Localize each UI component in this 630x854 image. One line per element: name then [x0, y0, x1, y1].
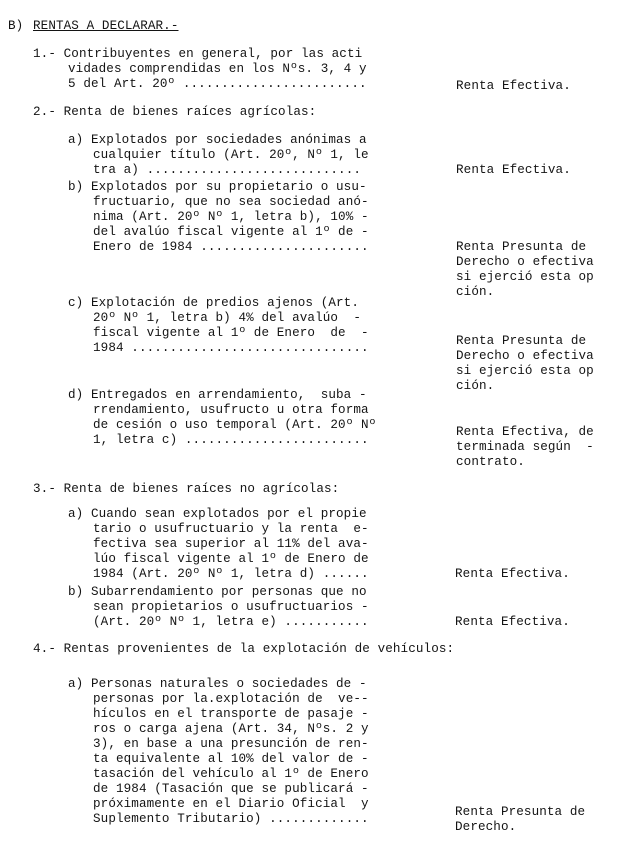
item-2a-line-3: tra a) ............................ [93, 163, 362, 177]
item-2d-line-3: de cesión o uso temporal (Art. 20º Nº [93, 418, 377, 432]
item-3b-line-3: (Art. 20º Nº 1, letra e) ........... [93, 615, 369, 629]
section-title: RENTAS A DECLARAR.- [33, 19, 179, 33]
item-3-heading: 3.- Renta de bienes raíces no agrícolas: [33, 482, 340, 496]
item-2c-renta-3: si ejerció esta op [456, 364, 594, 378]
section-letter: B) [8, 19, 24, 33]
item-2d-renta-1: Renta Efectiva, de [456, 425, 594, 439]
item-3a-line-5: 1984 (Art. 20º Nº 1, letra d) ...... [93, 567, 369, 581]
item-2-heading: 2.- Renta de bienes raíces agrícolas: [33, 105, 317, 119]
item-2d-line-4: 1, letra c) ........................ [93, 433, 369, 447]
item-1-renta: Renta Efectiva. [456, 79, 571, 93]
item-2b-line-4: del avalúo fiscal vigente al 1º de - [93, 225, 369, 239]
item-4a-line-2: personas por la.explotación de ve-- [93, 692, 369, 706]
item-2c-line-4: 1984 ............................... [93, 341, 369, 355]
item-2b-renta-3: si ejerció esta op [456, 270, 594, 284]
item-4-heading: 4.- Rentas provenientes de la explotación de vehículos: [33, 642, 455, 656]
item-2c-renta-4: ción. [456, 379, 495, 393]
item-4a-renta-2: Derecho. [455, 820, 517, 834]
item-2a-renta: Renta Efectiva. [456, 163, 571, 177]
item-3b-renta: Renta Efectiva. [455, 615, 570, 629]
item-3a-line-2: tario o usufructuario y la renta e- [93, 522, 369, 536]
item-2b-line-3: nima (Art. 20º Nº 1, letra b), 10% - [93, 210, 369, 224]
item-4a-renta-1: Renta Presunta de [455, 805, 586, 819]
item-1-line-1: 1.- Contribuyentes en general, por las acti [33, 47, 363, 61]
item-3b-line-2: sean propietarios o usufructuarios - [93, 600, 369, 614]
item-2b-line-2: fructuario, que no sea sociedad anó- [93, 195, 369, 209]
item-2d-line-1: d) Entregados en arrendamiento, suba - [68, 388, 367, 402]
item-2c-line-2: 20º Nº 1, letra b) 4% del avalúo - [93, 311, 362, 325]
item-2d-renta-3: contrato. [456, 455, 525, 469]
item-2b-line-5: Enero de 1984 ...................... [93, 240, 369, 254]
item-2a-line-1: a) Explotados por sociedades anónimas a [68, 133, 367, 147]
item-4a-line-8: de 1984 (Tasación que se publicará - [93, 782, 369, 796]
item-3a-renta: Renta Efectiva. [455, 567, 570, 581]
item-4a-line-7: tasación del vehículo al 1º de Enero [93, 767, 369, 781]
item-4a-line-4: ros o carga ajena (Art. 34, Nºs. 2 y [93, 722, 369, 736]
item-2c-line-3: fiscal vigente al 1º de Enero de - [93, 326, 369, 340]
item-2d-renta-2: terminada según - [456, 440, 594, 454]
item-4a-line-10: Suplemento Tributario) ............. [93, 812, 369, 826]
item-4a-line-9: próximamente en el Diario Oficial y [93, 797, 369, 811]
item-2d-line-2: rrendamiento, usufructo u otra forma [93, 403, 369, 417]
item-2c-renta-2: Derecho o efectiva [456, 349, 594, 363]
item-2b-renta-2: Derecho o efectiva [456, 255, 594, 269]
item-3b-line-1: b) Subarrendamiento por personas que no [68, 585, 367, 599]
item-2b-line-1: b) Explotados por su propietario o usu- [68, 180, 367, 194]
item-2c-renta-1: Renta Presunta de [456, 334, 587, 348]
item-4a-line-5: 3), en base a una presunción de ren- [93, 737, 369, 751]
item-2b-renta-1: Renta Presunta de [456, 240, 587, 254]
item-1-line-2: vidades comprendidas en los Nºs. 3, 4 y [68, 62, 367, 76]
item-3a-line-1: a) Cuando sean explotados por el propie [68, 507, 367, 521]
item-4a-line-6: ta equivalente al 10% del valor de - [93, 752, 369, 766]
item-3a-line-4: lúo fiscal vigente al 1º de Enero de [93, 552, 369, 566]
item-2c-line-1: c) Explotación de predios ajenos (Art. [68, 296, 359, 310]
item-4a-line-3: hículos en el transporte de pasaje - [93, 707, 369, 721]
item-4a-line-1: a) Personas naturales o sociedades de - [68, 677, 367, 691]
item-2a-line-2: cualquier título (Art. 20º, Nº 1, le [93, 148, 369, 162]
item-2b-renta-4: ción. [456, 285, 495, 299]
item-3a-line-3: fectiva sea superior al 11% del ava- [93, 537, 369, 551]
item-1-line-3: 5 del Art. 20º ........................ [68, 77, 367, 91]
